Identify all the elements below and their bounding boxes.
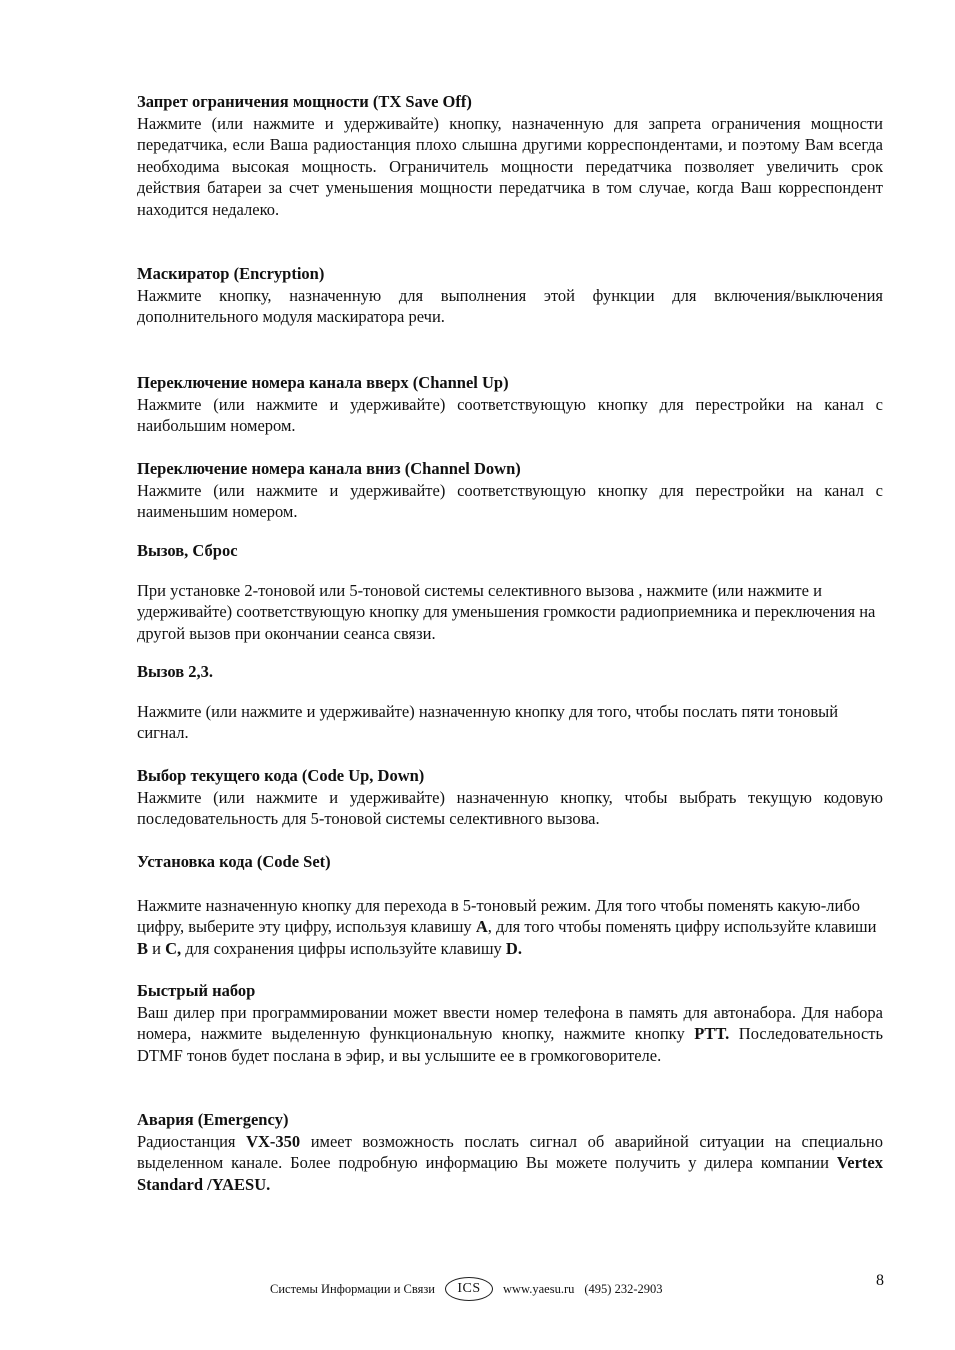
section-body: При установке 2-тоновой или 5-тоновой системы селективного вызова , нажмите (или нажмите и удерживайте) соответствующую кнопку для уменьшения громкости радиоприемника и переключения на другой вызов при окончании сеанса связи. [137,580,876,643]
footer-website: www.yaesu.ru [502,1281,575,1296]
section-title: Переключение номера канала вниз (Channel Down) [137,459,521,478]
section-body: Нажмите (или нажмите и удерживайте) назначенную кнопку, чтобы выбрать текущую кодовую последовательность для 5-тоновой системы селективного вызова. [137,787,883,828]
section-call-reset [137,540,883,644]
page-number: 8 [876,1272,884,1289]
section-body: Нажмите назначенную кнопку для перехода в 5-тоновый режим. Для того чтобы поменять какую-либо цифру, выберите эту цифру, используя клавишу A, для того чтобы поменять цифру используйте клавиши B и C, для сохранения цифры используйте клавишу D. [137,895,877,958]
section-title: Выбор текущего кода (Code Up, Down) [137,766,425,785]
page-footer [270,1276,663,1302]
section-title: Переключение номера канала вверх (Channel Up) [137,373,509,392]
footer-phone: (495) 232-2903 [584,1281,663,1296]
section-channel-down [137,458,883,523]
section-title: Запрет ограничения мощности (TX Save Off) [137,92,472,111]
section-call-2-3 [137,661,883,744]
section-body: Нажмите (или нажмите и удерживайте) соответствующую кнопку для перестройки на канал с наибольшим номером. [137,394,883,435]
section-title: Установка кода (Code Set) [137,852,331,871]
section-encryption [137,263,883,328]
ics-logo: ICS [445,1277,493,1301]
section-channel-up [137,372,883,437]
section-title: Вызов, Сброс [137,541,238,560]
section-title: Быстрый набор [137,981,256,1000]
section-body: Радиостанция VX-350 имеет возможность послать сигнал об аварийной ситуации на специально выделенном канале. Более подробную информацию Вы можете получить у дилера компании Vertex Standard /YAESU. [137,1131,884,1194]
section-title: Вызов 2,3. [137,662,214,681]
footer-company: Системы Информации и Связи [270,1281,435,1296]
section-emergency [137,1109,883,1195]
section-code-up-down [137,765,883,830]
section-body: Ваш дилер при программировании может ввести номер телефона в память для автонабора. Для набора номера, нажмите выделенную функциональную кнопку, нажмите кнопку PTT. Последовательность DTMF тонов будет послана в эфир, и вы услышите ее в громкоговорителе. [137,1002,884,1065]
section-speed-dial [137,980,883,1066]
section-body: Нажмите (или нажмите и удерживайте) кнопку, назначенную для запрета ограничения мощности передатчика, если Ваша радиостанция плохо слышна другими корреспондентами, и поэтому Вам всегда необходима высокая мощность. Ограничитель мощности передатчика позволяет увеличить срок действия батареи за счет уменьшения мощности передатчика в том случае, когда Ваш корреспондент находится недалеко. [137,113,883,219]
section-body: Нажмите (или нажмите и удерживайте) соответствующую кнопку для перестройки на канал с наименьшим номером. [137,480,883,521]
section-body: Нажмите (или нажмите и удерживайте) назначенную кнопку для того, чтобы послать пяти тоновый сигнал. [137,701,839,742]
section-title: Маскиратор (Encryption) [137,264,325,283]
section-body: Нажмите кнопку, назначенную для выполнения этой функции для включения/выключения дополнительного модуля маскиратора речи. [137,285,883,326]
section-code-set [137,851,883,959]
section-tx-save-off [137,91,883,220]
section-title: Авария (Emergency) [137,1110,289,1129]
